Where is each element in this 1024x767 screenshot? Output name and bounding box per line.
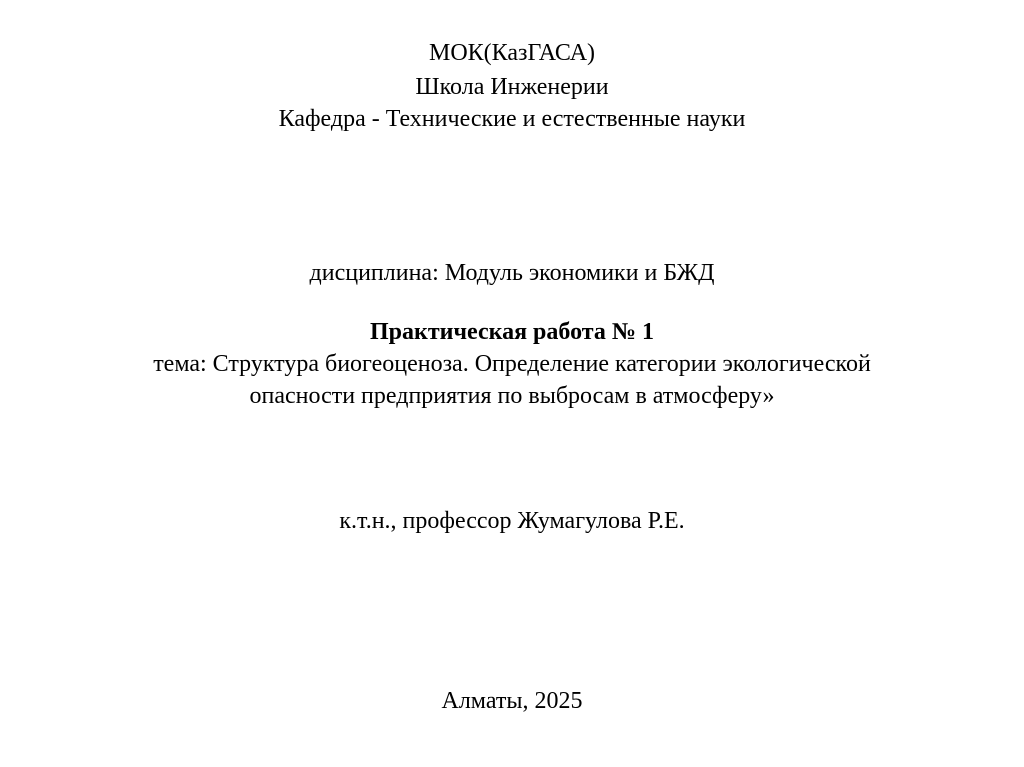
discipline-label: дисциплина: Модуль экономики и БЖД: [309, 260, 715, 286]
institution-name: МОК(КазГАСА): [428, 40, 596, 66]
city-year: Алматы, 2025: [441, 688, 583, 714]
topic-line-1: тема: Структура биогеоценоза. Определение категории экологической: [153, 351, 871, 377]
department-name: Кафедра - Технические и естественные науки: [278, 106, 746, 132]
author: к.т.н., профессор Жумагулова Р.Е.: [339, 508, 685, 534]
work-title: Практическая работа № 1: [370, 319, 654, 345]
school-name: Школа Инженерии: [415, 74, 609, 100]
topic-line-2: опасности предприятия по выбросам в атмосферу»: [249, 383, 775, 409]
